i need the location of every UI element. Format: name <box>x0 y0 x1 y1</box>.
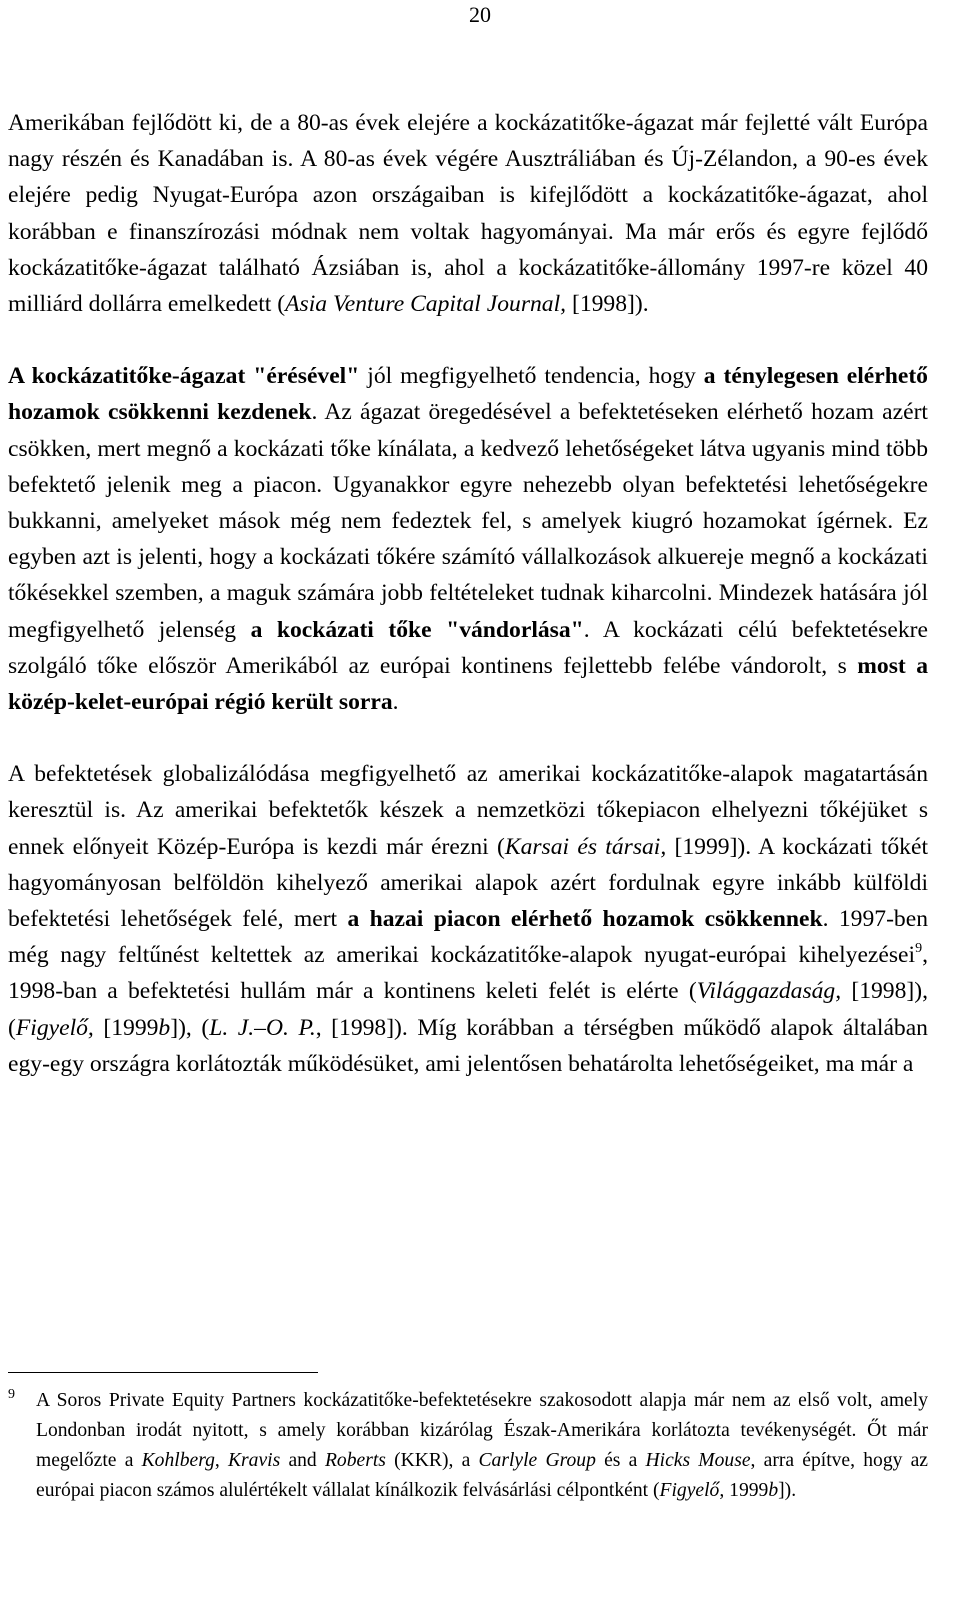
footnote-separator <box>8 1372 318 1373</box>
text-run: 1999 <box>724 1480 769 1501</box>
paragraph <box>8 358 928 720</box>
text-run: . 1997-ben még nagy feltűnést keltettek az amerikai kockázatitőke-alapok nyugat-európai kihelyezései <box>8 906 928 969</box>
footnote-text <box>36 1386 928 1506</box>
text-run: ]), ( <box>170 1014 210 1041</box>
italic-text-run: Figyelő, <box>659 1480 725 1501</box>
text-run: , arra építve, hogy az európai piacon számos alulértékelt vállalat kínálkozik felvásárlási célpontként ( <box>36 1450 928 1501</box>
italic-text-run: Carlyle Group <box>478 1450 596 1471</box>
italic-text-run: Világgazdaság, <box>696 978 842 1005</box>
text-run: Amerikában fejlődött ki, de a 80-as évek elejére a kockázatitőke-ágazat már fejletté vált Európa nagy részén és Kanadában is. A 80-as évek végére Ausztráliában és Új-Zélandon, a 90-es évek elejére pedig Nyugat-Európa azon országaiban is kifejlődött a kockázatitőke-ágazat, ahol korábban e finanszírozási módnak nem voltak hagyományai. Ma már erős és egyre fejlődő kockázatitőke-ágazat található Ázsiában is, ahol a kockázatitőke-állomány 1997-re közel 40 milliárd dollárra emelkedett ( <box>8 110 928 318</box>
text-run: (KKR), a <box>385 1450 479 1471</box>
italic-text-run: b <box>768 1480 779 1501</box>
text-run: ]). <box>778 1480 797 1501</box>
text-run: [1999]). A kockázati tőkét hagyományosan belföldön kihelyező amerikai alapok azért fordulnak egyre inkább külföldi befektetési lehetőségek felé, mert <box>8 833 929 933</box>
italic-text-run: Asia Venture Capital Journal, <box>285 291 567 318</box>
bold-text-run: most a közép-kelet-európai régió került sorra <box>8 652 928 716</box>
bold-text-run: a ténylegesen elérhető hozamok csökkenni kezdenek <box>8 363 928 426</box>
text-run: . <box>392 689 399 716</box>
text-run: and <box>280 1450 325 1471</box>
italic-text-run: L. J.–O. P. <box>209 1014 316 1041</box>
paragraph <box>8 105 928 322</box>
italic-text-run: Kravis <box>227 1450 281 1471</box>
text-run: , [1998]). Míg korábban a térségben működő alapok általában egy-egy országra korlátozták működésüket, ami jelentősen behatárolta lehetőségeiket, ma már a <box>8 1014 928 1077</box>
text-run: [1998]). <box>566 291 649 318</box>
text-run: és a <box>595 1450 646 1471</box>
text-run: . A kockázati célú befektetésekre szolgáló tőke először Amerikából az európai kontinens fejlettebb felébe vándorolt, s <box>8 616 928 679</box>
text-run: A Soros Private Equity Partners kockázatitőke-befektetésekre szakosodott alapja már nem az első volt, amely Londonban irodát nyitott, s amely korábban kizárólag Észak-Amerikára korlátozta tevékenységét. Őt már megelőzte a <box>36 1390 928 1471</box>
text-run: [1999 <box>93 1014 159 1041</box>
body-text <box>8 105 928 1082</box>
footnote-reference: 9 <box>915 941 923 957</box>
text-run: [1998]), ( <box>8 978 928 1041</box>
italic-text-run: Kohlberg <box>141 1450 215 1471</box>
page-number: 20 <box>469 2 491 27</box>
text-run: A befektetések globalizálódása megfigyelhető az amerikai kockázatitőke-alapok magatartásán keresztül is. Az amerikai befektetők készek a nemzetközi tőkepiacon elhelyezni tőkéjüket s ennek előnyeit Közép-Európa is kezdi már érezni ( <box>8 761 928 860</box>
bold-text-run: a kockázati tőke "vándorlása" <box>250 616 584 643</box>
footnote <box>8 1386 928 1506</box>
italic-text-run: Figyelő, <box>15 1014 94 1041</box>
text-run: , 1998-ban a befektetési hullám már a kontinens keleti felét is elérte ( <box>8 942 928 1005</box>
text-run: . Az ágazat öregedésével a befektetéseken elérhető hozam azért csökken, mert megnő a kockázati tőke kínálata, a kedvező lehetőségeket látva ugyanis mind több befektető jelenik meg a piacon. Ugyanakkor egyre nehezebb olyan befektetési lehetőségekre bukkanni, amelyeket mások még nem fedeztek fel, s amelyek kiugró hozamokat ígérnek. Ez egyben azt is jelenti, hogy a kockázati tőkére számító vállalkozások alkuereje megnő a kockázati tőkésekkel szemben, a maguk számára jobb feltételeket tudnak kiharcolni. Mindezek hatására jól megfigyelhető jelenség <box>8 399 928 643</box>
italic-text-run: Hicks Mouse <box>645 1450 751 1471</box>
paragraph <box>8 756 928 1082</box>
bold-text-run: A kockázatitőke-ágazat "érésével" <box>8 363 360 390</box>
footnote-marker: 9 <box>8 1387 15 1402</box>
text-run: jól megfigyelhető tendencia, hogy <box>359 363 704 390</box>
italic-text-run: Roberts <box>324 1450 386 1471</box>
italic-text-run: Karsai és társai, <box>504 833 667 860</box>
italic-text-run: b <box>158 1014 171 1041</box>
text-run: , <box>214 1450 228 1471</box>
bold-text-run: a hazai piacon elérhető hozamok csökkennek <box>347 906 823 933</box>
